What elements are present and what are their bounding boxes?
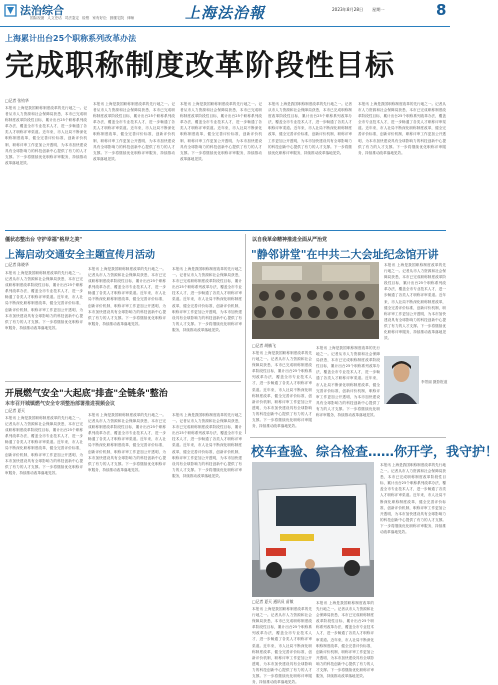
story4-subhead: 本市召开城镇燃气安全专项整治部署推进视频会议 — [5, 401, 116, 407]
lead-headline: 完成职称制度改革阶段性目标 — [5, 48, 396, 82]
story4-headline: 开展燃气安全"大起底"排查"全链条"整治 — [5, 389, 168, 399]
story4-body-col-2: 本报讯 上海是我国职称制度改革的先行地之一。记者从市人力资源和社会保障局获悉，本市已完成职称制度改革阶段性目标，累计出台25个职称系列改革办法，覆盖全市专业技术人才，进一步畅通了各类人才职称评审渠道。近年来，市人社局不断深化职称制度改革，健全完善评价标准，创新评价机制，职称评审工作更加公开透明，为本市加快建设具有全球影响力的科技创新中心提供了有力的人才支撑。下一步将继续优化职称评审服务，持续推动改革落地见效。 — [88, 413, 166, 472]
story3-body-col-1: 本报讯 上海是我国职称制度改革的先行地之一。记者从市人力资源和社会保障局获悉，本市已完成职称制度改革阶段性目标，累计出台25个职称系列改革办法，覆盖全市专业技术人才，进一步畅通了各类人才职称评审渠道。近年来，市人社局不断深化职称制度改革，健全完善评价标准，创新评价机制，职称评审工作更加公开透明，为本市加快建设具有全球影响力的科技创新中心提供了有力的人才支撑。下一步将继续优化职称评审服务，持续推动改革落地见效。 — [252, 351, 312, 429]
lead-body-col-4: 本报讯 上海是我国职称制度改革的先行地之一。记者从市人力资源和社会保障局获悉，本市已完成职称制度改革阶段性目标，累计出台25个职称系列改革办法，覆盖全市专业技术人才，进一步畅通了各类人才职称评审渠道。近年来，市人社局不断深化职称制度改革，健全完善评价标准，创新评价机制，职称评审工作更加公开透明，为本市加快建设具有全球影响力的科技创新中心提供了有力的人才支撑。下一步将继续优化职称评审服务，持续推动改革落地见效。 — [268, 102, 352, 155]
nav-item: 国际视窗 — [30, 16, 45, 20]
lecture-photo — [252, 262, 379, 339]
lead-body-col-5: 本报讯 上海是我国职称制度改革的先行地之一。记者从市人力资源和社会保障局获悉，本市已完成职称制度改革阶段性目标，累计出台25个职称系列改革办法，覆盖全市专业技术人才，进一步畅通了各类人才职称评审渠道。近年来，市人社局不断深化职称制度改革，健全完善评价标准，创新评价机制，职称评审工作更加公开透明，为本市加快建设具有全球影响力的科技创新中心提供了有力的人才支撑。下一步将继续优化职称评审服务，持续推动改革落地见效。 — [358, 102, 446, 155]
nav-item: 家有好讼 — [92, 16, 107, 20]
lead-byline: □记者 张钧华 — [5, 98, 29, 103]
nav-item: 人文史话 — [47, 16, 62, 20]
story2-byline: □记者 陈晓华 — [5, 262, 29, 267]
nav-item: 检察 — [82, 16, 90, 20]
story2-kicker: 僵状态整出台 守护幸福"格岸之美" — [5, 237, 82, 243]
lead-body-col-1: 本报讯 上海是我国职称制度改革的先行地之一。记者从市人力资源和社会保障局获悉，本市已完成职称制度改革阶段性目标，累计出台25个职称系列改革办法，覆盖全市专业技术人才，进一步畅通了各类人才职称评审渠道。近年来，市人社局不断深化职称制度改革，健全完善评价标准，创新评价机制，职称评审工作更加公开透明，为本市加快建设具有全球影响力的科技创新中心提供了有力的人才支撑。下一步将继续优化职称评审服务，持续推动改革落地见效。 — [5, 106, 87, 165]
newspaper-logo: 上海法治報 — [185, 4, 266, 22]
lead-body-col-2: 本报讯 上海是我国职称制度改革的先行地之一。记者从市人力资源和社会保障局获悉，本市已完成职称制度改革阶段性目标，累计出台25个职称系列改革办法，覆盖全市专业技术人才，进一步畅通了各类人才职称评审渠道。近年来，市人社局不断深化职称制度改革，健全完善评价标准，创新评价机制，职称评审工作更加公开透明，为本市加快建设具有全球影响力的科技创新中心提供了有力的人才支撑。下一步将继续优化职称评审服务，持续推动改革落地见效。 — [93, 102, 175, 161]
story4-byline: □记者 夏天 — [5, 408, 25, 413]
story2-headline: 上海启动交通安全主题宣传月活动 — [5, 250, 155, 261]
story5-body-col-2: 本报讯 上海是我国职称制度改革的先行地之一。记者从市人力资源和社会保障局获悉，本市已完成职称制度改革阶段性目标，累计出台25个职称系列改革办法，覆盖全市专业技术人才，进一步畅通了各类人才职称评审渠道。近年来，市人社局不断深化职称制度改革，健全完善评价标准，创新评价机制，职称评审工作更加公开透明，为本市加快建设具有全球影响力的科技创新中心提供了有力的人才支撑。下一步将继续优化职称评审服务，持续推动改革落地见效。 — [316, 601, 374, 679]
section-title: 法治综合 — [20, 4, 64, 17]
masthead-rule — [0, 26, 450, 27]
masthead — [0, 0, 450, 26]
page-number: 8 — [436, 1, 447, 19]
story3-divider — [245, 234, 246, 434]
section-nav — [30, 16, 170, 24]
story2-bottom-rule — [5, 381, 241, 382]
school-bus-photo — [252, 462, 374, 597]
story5-top-rule — [250, 437, 446, 438]
portrait-photo — [384, 356, 419, 404]
story2-body-col-2: 本报讯 上海是我国职称制度改革的先行地之一。记者从市人力资源和社会保障局获悉，本市已完成职称制度改革阶段性目标，累计出台25个职称系列改革办法，覆盖全市专业技术人才，进一步畅通了各类人才职称评审渠道。近年来，市人社局不断深化职称制度改革，健全完善评价标准，创新评价机制，职称评审工作更加公开透明，为本市加快建设具有全球影响力的科技创新中心提供了有力的人才支撑。下一步将继续优化职称评审服务，持续推动改革落地见效。 — [88, 267, 166, 326]
lead-kicker: 上海累计出台25个职称系列改革办法 — [5, 34, 137, 43]
story5-body-right: 本报讯 上海是我国职称制度改革的先行地之一。记者从市人力资源和社会保障局获悉，本市已完成职称制度改革阶段性目标，累计出台25个职称系列改革办法，覆盖全市专业技术人才，进一步畅通了各类人才职称评审渠道。近年来，市人社局不断深化职称制度改革，健全完善评价标准，创新评价机制，职称评审工作更加公开透明，为本市加快建设具有全球影响力的科技创新中心提供了有力的人才支撑。下一步将继续优化职称评审服务，持续推动改革落地见效。 — [380, 463, 446, 535]
logo-emblem-icon — [3, 3, 18, 18]
story3-body-col-2: 本报讯 上海是我国职称制度改革的先行地之一。记者从市人力资源和社会保障局获悉，本市已完成职称制度改革阶段性目标，累计出台25个职称系列改革办法，覆盖全市专业技术人才，进一步畅通了各类人才职称评审渠道。近年来，市人社局不断深化职称制度改革，健全完善评价标准，创新评价机制，职称评审工作更加公开透明，为本市加快建设具有全球影响力的科技创新中心提供了有力的人才支撑。下一步将继续优化职称评审服务，持续推动改革落地见效。 — [316, 346, 380, 418]
story2-body-col-3: 本报讯 上海是我国职称制度改革的先行地之一。记者从市人力资源和社会保障局获悉，本市已完成职称制度改革阶段性目标，累计出台25个职称系列改革办法，覆盖全市专业技术人才，进一步畅通了各类人才职称评审渠道。近年来，市人社局不断深化职称制度改革，健全完善评价标准，创新评价机制，职称评审工作更加公开透明，为本市加快建设具有全球影响力的科技创新中心提供了有力的人才支撑。下一步将继续优化职称评审服务，持续推动改革落地见效。 — [172, 267, 242, 332]
nav-item: 司法鉴定 — [64, 16, 80, 20]
story5-byline: □记者 夏天 通讯员 苗敏 — [252, 599, 294, 604]
story3-kicker: 以自我革命精神推进全面从严治党 — [252, 237, 328, 243]
issue-date: 2023年8月28日 — [332, 7, 364, 12]
story3-body-right: 本报讯 上海是我国职称制度改革的先行地之一。记者从市人力资源和社会保障局获悉，本市已完成职称制度改革阶段性目标，累计出台25个职称系列改革办法，覆盖全市专业技术人才，进一步畅通了各类人才职称评审渠道。近年来，市人社局不断深化职称制度改革，健全完善评价标准，创新评价机制，职称评审工作更加公开透明，为本市加快建设具有全球影响力的科技创新中心提供了有力的人才支撑。下一步将继续优化职称评审服务，持续推动改革落地见效。 — [384, 263, 446, 341]
nav-item: 鼓楼宅院 — [109, 16, 125, 20]
portrait-caption: 李景丽 摄影报道 — [421, 380, 448, 384]
story5-headline: 校车查验、综合检查……你开学，我守护！ — [251, 445, 498, 460]
story2-body-col-1: 本报讯 上海是我国职称制度改革的先行地之一。记者从市人力资源和社会保障局获悉，本市已完成职称制度改革阶段性目标，累计出台25个职称系列改革办法，覆盖全市专业技术人才，进一步畅通了各类人才职称评审渠道。近年来，市人社局不断深化职称制度改革，健全完善评价标准，创新评价机制，职称评审工作更加公开透明，为本市加快建设具有全球影响力的科技创新中心提供了有力的人才支撑。下一步将继续优化职称评审服务，持续推动改革落地见效。 — [5, 271, 83, 330]
issue-weekday: 星期一 — [372, 7, 385, 12]
lead-bottom-rule — [5, 230, 446, 231]
story3-byline: □记者 胡楠飞 — [252, 343, 276, 348]
story4-body-col-3: 本报讯 上海是我国职称制度改革的先行地之一。记者从市人力资源和社会保障局获悉，本市已完成职称制度改革阶段性目标，累计出台25个职称系列改革办法，覆盖全市专业技术人才，进一步畅通了各类人才职称评审渠道。近年来，市人社局不断深化职称制度改革，健全完善评价标准，创新评价机制，职称评审工作更加公开透明，为本市加快建设具有全球影响力的科技创新中心提供了有力的人才支撑。下一步将继续优化职称评审服务，持续推动改革落地见效。 — [172, 413, 242, 478]
story4-body-col-1: 本报讯 上海是我国职称制度改革的先行地之一。记者从市人力资源和社会保障局获悉，本市已完成职称制度改革阶段性目标，累计出台25个职称系列改革办法，覆盖全市专业技术人才，进一步畅通了各类人才职称评审渠道。近年来，市人社局不断深化职称制度改革，健全完善评价标准，创新评价机制，职称评审工作更加公开透明，为本市加快建设具有全球影响力的科技创新中心提供了有力的人才支撑。下一步将继续优化职称评审服务，持续推动改革落地见效。 — [5, 416, 83, 475]
lead-body-col-3: 本报讯 上海是我国职称制度改革的先行地之一。记者从市人力资源和社会保障局获悉，本市已完成职称制度改革阶段性目标，累计出台25个职称系列改革办法，覆盖全市专业技术人才，进一步畅通了各类人才职称评审渠道。近年来，市人社局不断深化职称制度改革，健全完善评价标准，创新评价机制，职称评审工作更加公开透明，为本市加快建设具有全球影响力的科技创新中心提供了有力的人才支撑。下一步将继续优化职称评审服务，持续推动改革落地见效。 — [180, 102, 262, 161]
story5-body-col-1: 本报讯 上海是我国职称制度改革的先行地之一。记者从市人力资源和社会保障局获悉，本市已完成职称制度改革阶段性目标，累计出台25个职称系列改革办法，覆盖全市专业技术人才，进一步畅通了各类人才职称评审渠道。近年来，市人社局不断深化职称制度改革，健全完善评价标准，创新评价机制，职称评审工作更加公开透明，为本市加快建设具有全球影响力的科技创新中心提供了有力的人才支撑。下一步将继续优化职称评审服务，持续推动改革落地见效。 — [252, 607, 312, 685]
story3-headline: "静邻讲堂"在中共二大会址纪念馆开讲 — [251, 248, 439, 261]
nav-item: 律师 — [127, 16, 135, 20]
